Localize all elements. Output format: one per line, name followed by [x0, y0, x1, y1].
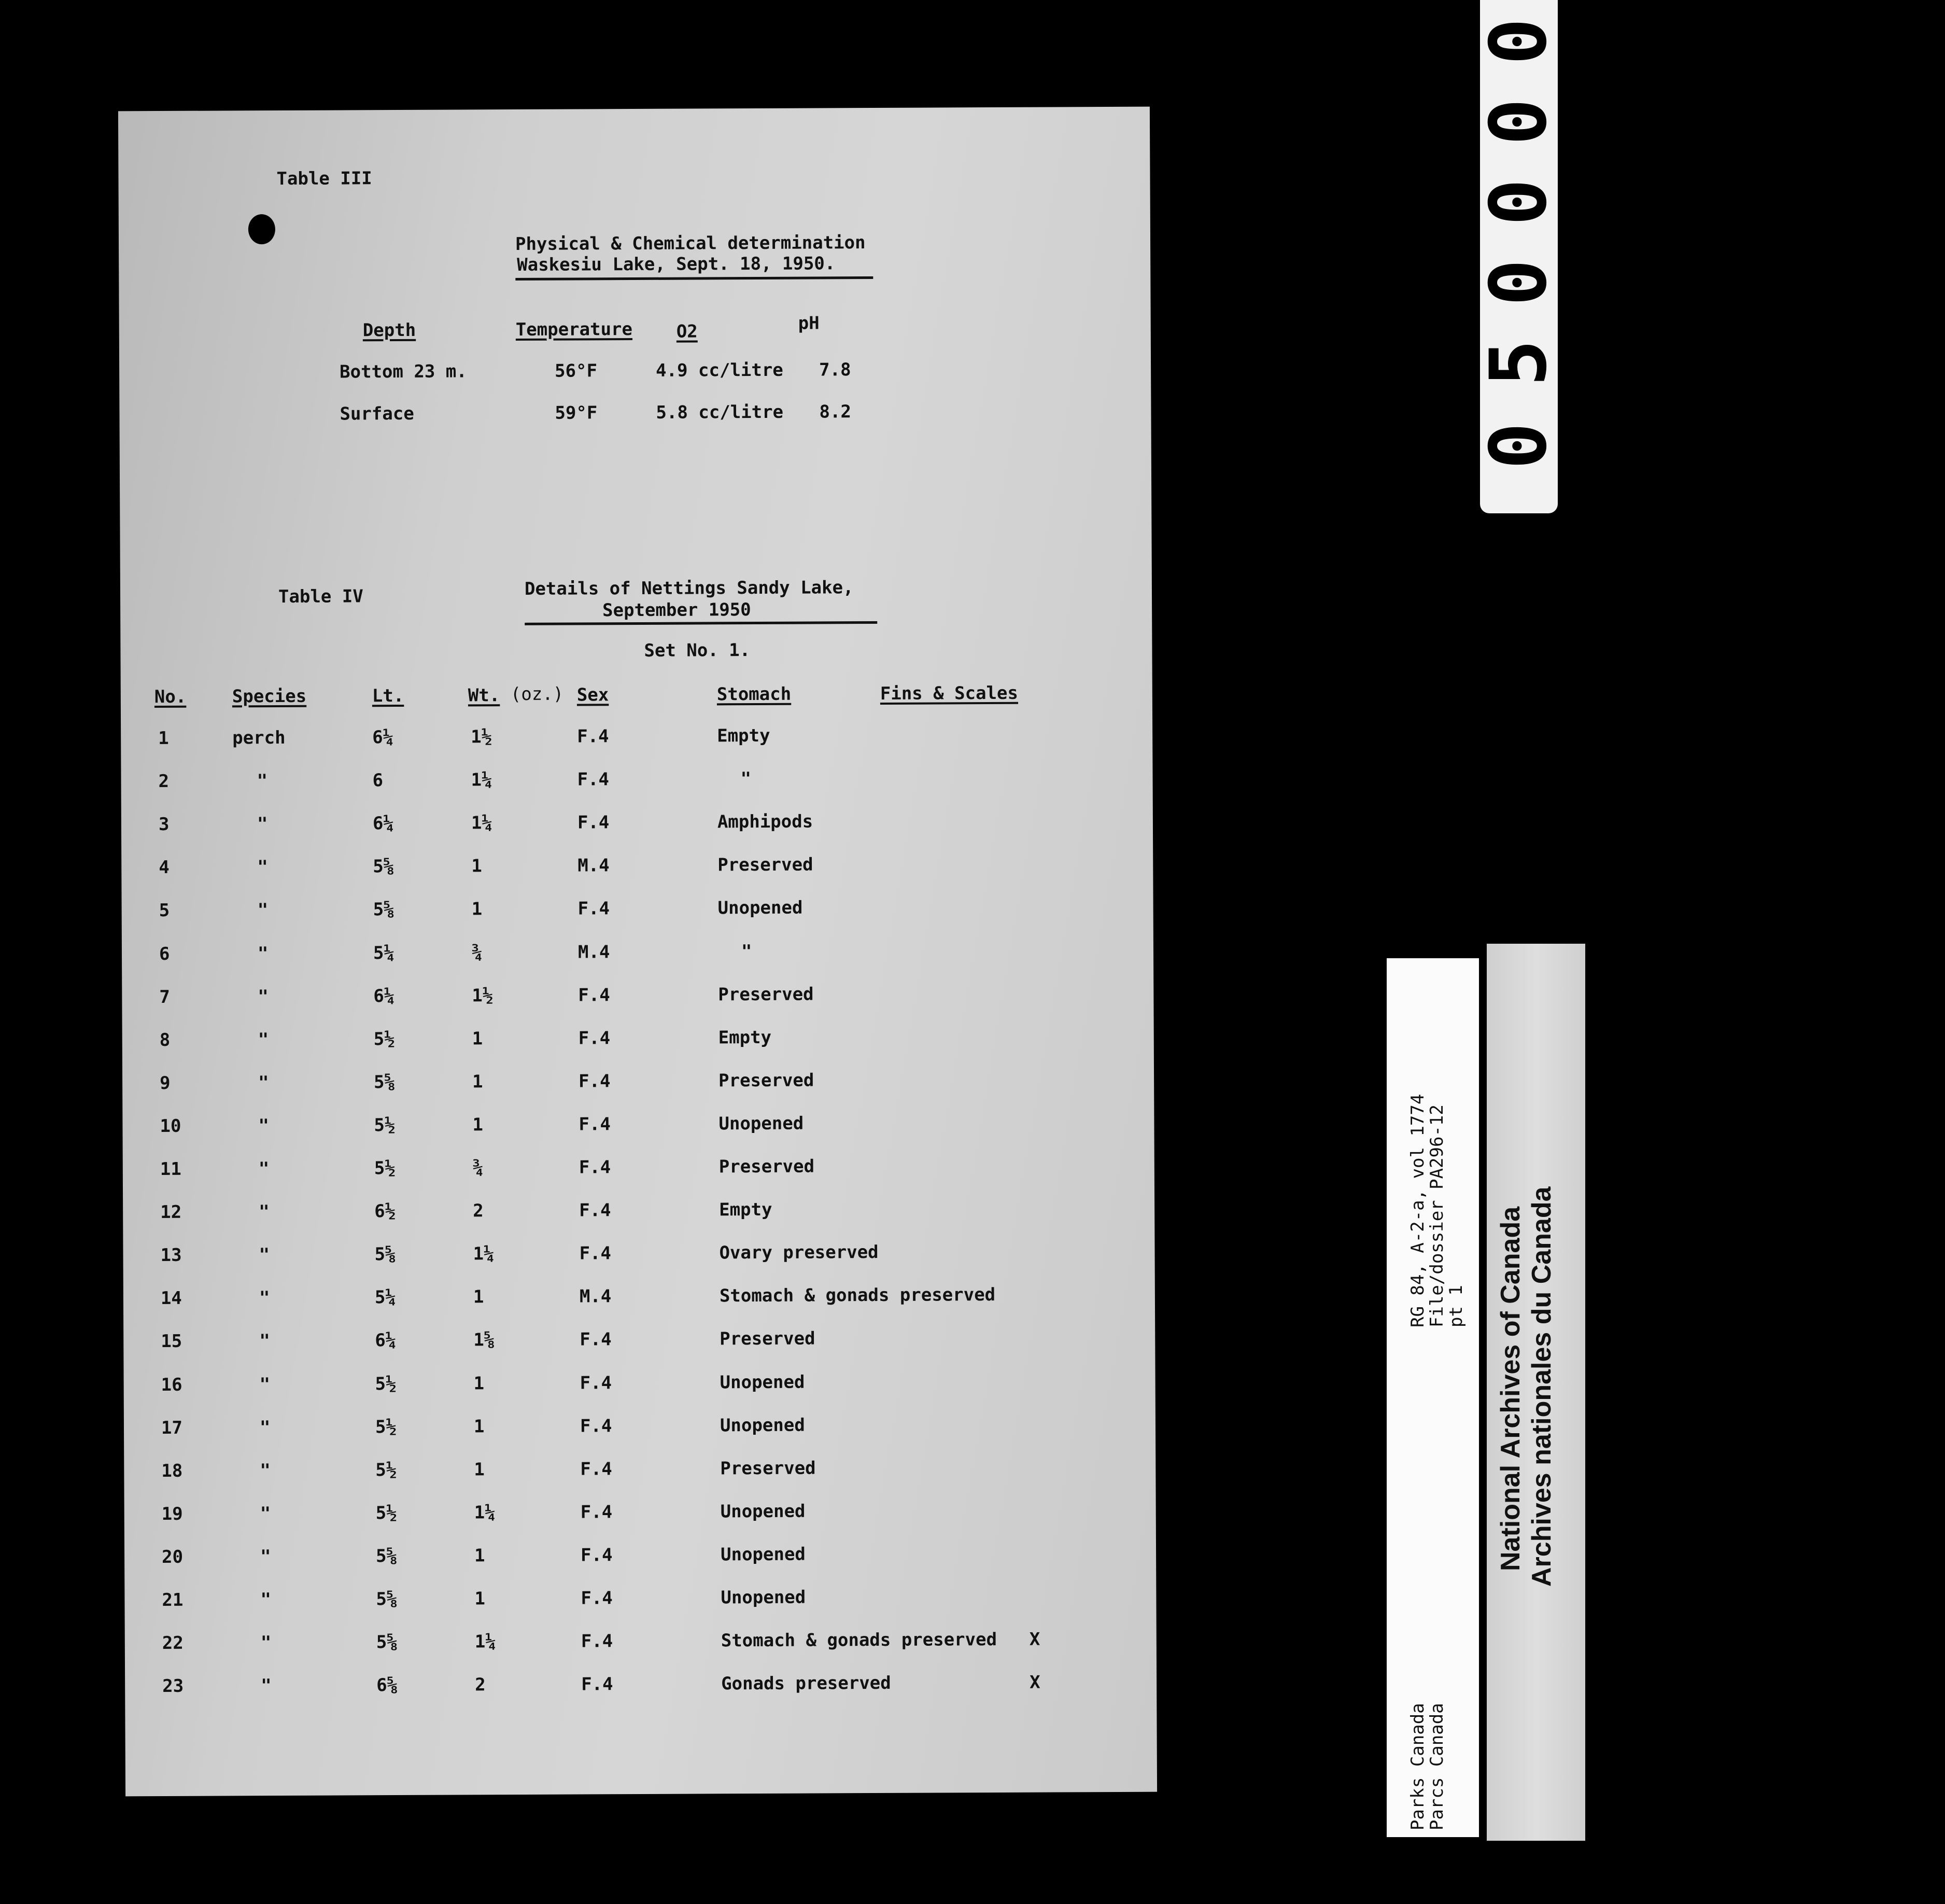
cell-species: " [259, 1244, 270, 1266]
cell-sex: F.4 [581, 1631, 613, 1652]
cell-sex: F.4 [579, 1114, 611, 1135]
cell-weight: 1¼ [471, 769, 492, 791]
cell-no: 17 [161, 1417, 183, 1439]
cell-length: 5½ [375, 1503, 397, 1524]
cell-length: 5¼ [373, 943, 395, 964]
cell-no: 22 [162, 1632, 184, 1654]
archive-reference-line3: pt 1 [1446, 1285, 1467, 1327]
cell-weight: 1 [471, 899, 483, 920]
archive-reference-line2: File/dossier PA296-12 [1427, 1104, 1447, 1327]
cell-weight: ¾ [471, 942, 483, 963]
cell-length: 6½ [374, 1201, 396, 1222]
cell-stomach: Stomach & gonads preserved [719, 1284, 996, 1307]
cell-sex: F.4 [580, 1502, 613, 1523]
frame-digit: 0 [1474, 422, 1564, 470]
cell-no: 9 [160, 1072, 171, 1094]
cell-length: 6¼ [373, 986, 395, 1007]
cell-length: 5⅝ [374, 1072, 396, 1093]
cell-weight: 1½ [472, 985, 494, 1006]
cell-sex: F.4 [577, 769, 610, 790]
cell-sex: F.4 [579, 1200, 611, 1221]
cell-weight: 2 [475, 1674, 486, 1696]
cell-stomach: Empty [717, 725, 770, 747]
cell-species: " [257, 814, 268, 835]
table3-header-temperature: Temperature [515, 319, 633, 341]
cell-stomach: Preserved [720, 1328, 815, 1350]
table3-row2-oxygen: 5.8 cc/litre [656, 401, 784, 423]
cell-sex: F.4 [579, 1157, 611, 1178]
cell-stomach: Unopened [720, 1544, 806, 1565]
cell-stomach: Preserved [718, 984, 814, 1005]
cell-stomach: Stomach & gonads preserved [721, 1629, 997, 1651]
cell-stomach: Unopened [720, 1371, 805, 1393]
cell-no: 18 [161, 1460, 183, 1482]
cell-no: 4 [159, 857, 170, 878]
cell-weight: 1⅝ [473, 1329, 495, 1351]
cell-stomach: Unopened [721, 1587, 806, 1608]
cell-no: 15 [161, 1331, 182, 1352]
cell-length: 5½ [375, 1460, 397, 1481]
cell-length: 6¼ [375, 1330, 397, 1351]
table4-title-rule [525, 621, 877, 625]
table3-header-ph: pH [798, 313, 820, 334]
cell-weight: 1 [472, 1028, 483, 1049]
cell-no: 7 [159, 986, 170, 1008]
cell-no: 3 [158, 814, 170, 835]
cell-weight: 2 [473, 1200, 484, 1222]
cell-no: 11 [160, 1158, 181, 1180]
cell-no: 16 [161, 1374, 182, 1396]
cell-species: " [258, 1072, 269, 1094]
cell-no: 10 [160, 1115, 181, 1137]
cell-stomach: Amphipods [717, 811, 813, 833]
cell-no: 13 [160, 1244, 182, 1266]
table4-header-sex: Sex [576, 684, 609, 706]
cell-length: 5⅝ [376, 1632, 398, 1653]
cell-weight: 1¼ [474, 1502, 496, 1523]
cell-length: 6¼ [372, 813, 394, 834]
cell-stomach: Empty [719, 1199, 772, 1221]
cell-length: 5⅝ [375, 1546, 398, 1567]
table3-row1-depth: Bottom 23 m. [340, 361, 467, 383]
cell-stomach: Unopened [720, 1501, 806, 1522]
punch-hole [248, 214, 275, 244]
agency-name-line1: Parks Canada [1407, 1703, 1428, 1830]
table4-title-line2: September 1950 [602, 599, 751, 621]
cell-weight: 1 [474, 1545, 485, 1566]
cell-fins: X [1029, 1629, 1040, 1650]
cell-length: 5½ [375, 1374, 397, 1395]
cell-length: 5⅝ [373, 899, 394, 920]
cell-species: " [258, 1029, 269, 1051]
cell-length: 5½ [374, 1115, 396, 1136]
cell-species: " [257, 771, 268, 792]
cell-sex: M.4 [577, 855, 610, 876]
cell-sex: F.4 [577, 898, 610, 919]
cell-stomach: Preserved [718, 1070, 814, 1091]
cell-species: " [258, 1158, 270, 1180]
cell-no: 2 [158, 771, 170, 792]
table4-label: Table IV [278, 586, 363, 608]
cell-stomach: Preserved [720, 1458, 816, 1479]
table4-header-length: Lt. [372, 685, 404, 707]
cell-length: 6 [372, 770, 384, 791]
cell-weight: 1¼ [474, 1631, 496, 1653]
table4-set-label: Set No. 1. [644, 640, 751, 661]
cell-weight: 1 [474, 1459, 485, 1480]
table4-title-line1: Details of Nettings Sandy Lake, [524, 577, 854, 599]
cell-no: 19 [161, 1503, 183, 1525]
cell-sex: F.4 [581, 1674, 613, 1695]
cell-stomach: Empty [718, 1027, 772, 1048]
cell-length: 5¼ [374, 1287, 396, 1308]
cell-no: 14 [160, 1287, 182, 1309]
cell-stomach: " [741, 941, 752, 962]
cell-sex: F.4 [577, 726, 609, 747]
cell-species: " [259, 1287, 270, 1309]
cell-weight: 1¼ [471, 813, 492, 834]
cell-weight: ¾ [472, 1157, 484, 1179]
cell-length: 5⅝ [376, 1589, 398, 1610]
cell-species: " [258, 986, 269, 1007]
table3-header-depth: Depth [362, 319, 416, 341]
cell-no: 5 [159, 900, 170, 921]
table4-header-fins: Fins & Scales [880, 682, 1019, 704]
cell-sex: F.4 [580, 1416, 612, 1437]
cell-sex: F.4 [580, 1329, 612, 1350]
archive-reference-line1: RG 84, A-2-a, vol 1774 [1407, 1094, 1428, 1327]
table3-header-oxygen: O2 [676, 321, 698, 342]
cell-species: perch [232, 727, 286, 749]
cell-weight: 1 [471, 856, 482, 877]
table3-row1-ph: 7.8 [819, 359, 851, 381]
cell-species: " [260, 1546, 271, 1567]
cell-stomach: Preserved [717, 854, 813, 876]
cell-species: " [259, 1201, 270, 1223]
cell-length: 6⅝ [376, 1675, 398, 1696]
cell-sex: F.4 [580, 1373, 612, 1394]
cell-species: " [259, 1417, 271, 1438]
cell-length: 5⅝ [374, 1244, 396, 1265]
cell-sex: M.4 [579, 1286, 612, 1307]
cell-stomach: " [740, 768, 752, 790]
table3-row2-depth: Surface [340, 403, 414, 425]
cell-length: 5½ [375, 1417, 397, 1438]
table4-header-weight-unit: (oz.) [510, 683, 564, 705]
cell-weight: 1 [472, 1114, 484, 1136]
cell-weight: 1¼ [473, 1243, 495, 1265]
cell-species: " [260, 1460, 271, 1481]
cell-weight: 1 [473, 1373, 485, 1394]
frame-digit: 0 [1474, 18, 1564, 65]
cell-no: 6 [159, 943, 170, 965]
cell-sex: M.4 [577, 942, 610, 963]
cell-no: 8 [159, 1029, 171, 1051]
cell-no: 20 [162, 1546, 184, 1568]
table3-row2-ph: 8.2 [819, 401, 851, 423]
cell-sex: F.4 [580, 1459, 612, 1480]
cell-species: " [261, 1675, 272, 1697]
table3-title-line1: Physical & Chemical determination [515, 232, 866, 255]
cell-length: 5⅝ [373, 856, 394, 877]
cell-weight: 1 [472, 1071, 483, 1093]
cell-species: " [257, 857, 268, 878]
cell-length: 5½ [373, 1029, 395, 1050]
table3-label: Table III [276, 168, 372, 190]
cell-weight: 1½ [471, 726, 492, 748]
cell-species: " [259, 1374, 271, 1395]
cell-no: 21 [162, 1589, 184, 1611]
cell-stomach: Ovary preserved [719, 1241, 879, 1264]
archive-name-french: Archives nationales du Canada [1527, 1186, 1557, 1587]
table3-row2-temperature: 59°F [555, 402, 598, 424]
cell-species: " [258, 1115, 270, 1137]
cell-weight: 1 [473, 1416, 485, 1437]
cell-sex: F.4 [580, 1545, 613, 1566]
cell-weight: 1 [474, 1588, 486, 1609]
frame-digit: 0 [1474, 98, 1564, 146]
table3-row1-temperature: 56°F [555, 360, 598, 382]
cell-sex: F.4 [577, 812, 610, 833]
table4-header-species: Species [232, 685, 307, 707]
cell-species: " [259, 1331, 270, 1352]
cell-stomach: Preserved [718, 1156, 815, 1178]
cell-stomach: Unopened [717, 897, 803, 919]
cell-stomach: Unopened [720, 1415, 805, 1436]
frame-digit: 5 [1474, 339, 1564, 387]
cell-no: 12 [160, 1201, 182, 1223]
document-page [118, 107, 1157, 1797]
cell-length: 5½ [374, 1158, 396, 1179]
cell-length: 6¼ [372, 727, 394, 748]
cell-sex: F.4 [579, 1243, 612, 1264]
table4-header-stomach: Stomach [716, 683, 792, 705]
cell-sex: F.4 [578, 985, 610, 1006]
archive-name-english: National Archives of Canada [1496, 1206, 1526, 1571]
cell-sex: F.4 [581, 1588, 613, 1609]
cell-weight: 1 [473, 1286, 484, 1308]
cell-stomach: Gonads preserved [721, 1672, 891, 1695]
table3-row1-oxygen: 4.9 cc/litre [656, 359, 783, 381]
table4-header-weight: Wt. [468, 685, 500, 706]
cell-species: " [260, 1589, 272, 1611]
cell-sex: F.4 [578, 1028, 611, 1049]
cell-stomach: Unopened [718, 1113, 804, 1135]
table3-title-line2: Waskesiu Lake, Sept. 18, 1950. [517, 253, 836, 276]
cell-sex: F.4 [579, 1071, 611, 1092]
cell-species: " [260, 1503, 271, 1524]
cell-no: 1 [158, 727, 169, 749]
agency-name-line2: Parcs Canada [1427, 1703, 1447, 1830]
frame-digit: 0 [1474, 178, 1564, 226]
frame-digit: 0 [1474, 259, 1564, 306]
cell-no: 23 [162, 1675, 184, 1697]
frame-number-strip [1474, 0, 1564, 513]
cell-species: " [257, 943, 269, 964]
table4-header-no: No. [154, 686, 187, 708]
table3-title-rule [515, 276, 873, 281]
cell-fins: X [1030, 1672, 1040, 1693]
cell-species: " [260, 1632, 272, 1654]
cell-species: " [257, 900, 269, 921]
